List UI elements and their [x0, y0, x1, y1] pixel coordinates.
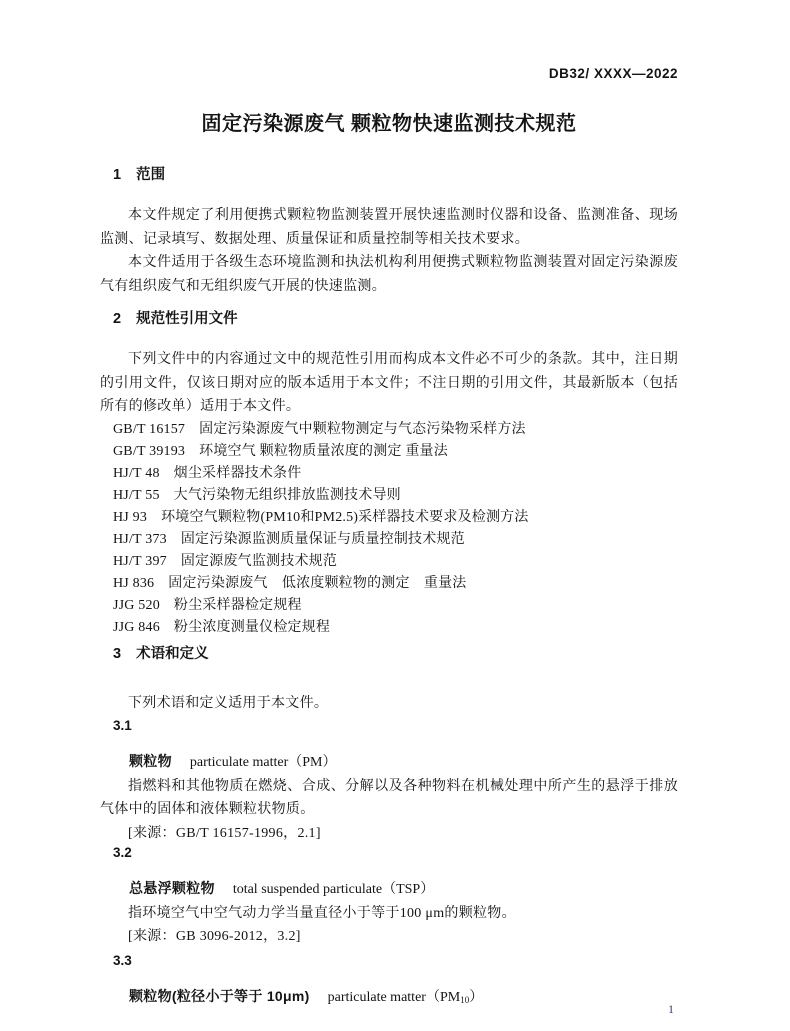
- doc-title: 固定污染源废气 颗粒物快速监测技术规范: [201, 113, 577, 135]
- section-3-heading: [100, 646, 678, 663]
- reference-item: [100, 419, 678, 441]
- term-name-en: [328, 990, 484, 1005]
- reference-item: [100, 485, 678, 507]
- section-1-number: 1: [113, 167, 122, 183]
- term-number: 3.1: [113, 718, 132, 733]
- term-entry: [100, 877, 678, 902]
- section-2-title: 规范性引用文件: [136, 311, 238, 327]
- reference-title: 固定源废气监测技术规范: [180, 553, 338, 569]
- term-name-cn: 颗粒物: [129, 753, 172, 769]
- term-entry: [100, 750, 678, 775]
- reference-code: JJG 846: [113, 619, 160, 635]
- term-name-cn: 颗粒物(粒径小于等于 10μm): [129, 987, 310, 1004]
- section-2-heading: [100, 311, 678, 328]
- references-intro: 下列文件中的内容通过文中的规范性引用而构成本文件必不可少的条款。其中，注日期的引用文件，仅该日期对应的版本适用于本文件；不注日期的引用文件，其最新版本（包括所有的修改单）适用于本文件。: [100, 352, 678, 414]
- reference-title: 固定污染源监测质量保证与质量控制技术规范: [180, 531, 465, 547]
- section-3-title: 术语和定义: [136, 645, 209, 662]
- reference-title: 粉尘浓度测量仪检定规程: [173, 619, 331, 635]
- reference-item: [100, 551, 678, 573]
- reference-item: [100, 617, 678, 639]
- reference-code: GB/T 39193: [113, 443, 186, 459]
- reference-title: 固定污染源废气 低浓度颗粒物的测定 重量法: [168, 575, 467, 591]
- reference-code: HJ 93: [113, 509, 148, 525]
- term-entry: [100, 985, 678, 1013]
- term-en-prefix: particulate matter（PM: [327, 989, 461, 1005]
- term-name-en: particulate matter（PM）: [189, 755, 337, 770]
- reference-title: 烟尘采样器技术条件: [173, 465, 302, 481]
- scope-paragraph-1: 本文件规定了利用便携式颗粒物监测装置开展快速监测时仪器和设备、监测准备、现场监测、记录填写、数据处理、质量保证和质量控制等相关技术要求。: [100, 208, 678, 247]
- term-source: [来源：GB/T 16157-1996，2.1]: [128, 825, 321, 841]
- doc-code: DB32/ XXXX—2022: [548, 66, 678, 81]
- reference-code: HJ/T 397: [113, 553, 167, 569]
- section-2-number: 2: [113, 311, 122, 327]
- section-3-number: 3: [113, 645, 122, 662]
- reference-code: HJ/T 48: [113, 465, 160, 481]
- reference-code: HJ/T 373: [113, 531, 167, 547]
- reference-item: [100, 441, 678, 463]
- term-source: [来源：GB 3096-2012，3.2]: [128, 929, 301, 944]
- term-name-en: total suspended particulate（TSP）: [232, 882, 435, 897]
- reference-title: 粉尘采样器检定规程: [173, 597, 302, 613]
- reference-list: [100, 419, 678, 639]
- term-definition: 指燃料和其他物质在燃烧、合成、分解以及各种物料在机械处理中所产生的悬浮于排放气体中的固体和液体颗粒状物质。: [100, 778, 678, 817]
- reference-code: GB/T 16157: [113, 421, 186, 437]
- reference-code: JJG 520: [113, 597, 160, 613]
- reference-item: [100, 595, 678, 617]
- reference-code: HJ 836: [113, 575, 155, 591]
- term-name-cn: 总悬浮颗粒物: [129, 880, 215, 896]
- terms-intro: 下列术语和定义适用于本文件。: [128, 695, 329, 711]
- reference-code: HJ/T 55: [113, 487, 160, 503]
- reference-title: 大气污染物无组织排放监测技术导则: [173, 487, 401, 503]
- reference-item: [100, 507, 678, 529]
- reference-item: [100, 573, 678, 595]
- term-number: 3.2: [113, 845, 132, 860]
- reference-title: 环境空气 颗粒物质量浓度的测定 重量法: [199, 443, 448, 459]
- reference-title: 环境空气颗粒物(PM10和PM2.5)采样器技术要求及检测方法: [161, 509, 529, 525]
- term-definition: 指环境空气中空气动力学当量直径小于等于100 μm的颗粒物。: [128, 905, 516, 921]
- reference-item: [100, 529, 678, 551]
- term-en-suffix: ）: [469, 989, 484, 1005]
- section-1-heading: [100, 167, 678, 184]
- page-number: 1: [668, 1002, 674, 1016]
- doc-header: [100, 66, 678, 81]
- term-en-subscript: 10: [460, 994, 470, 1005]
- term-number: 3.3: [113, 952, 132, 968]
- reference-item: [100, 463, 678, 485]
- section-1-title: 范围: [136, 167, 166, 183]
- reference-title: 固定污染源废气中颗粒物测定与气态污染物采样方法: [199, 421, 526, 437]
- scope-paragraph-2: 本文件适用于各级生态环境监测和执法机构利用便携式颗粒物监测装置对固定污染源废气有组织废气和无组织废气开展的快速监测。: [100, 255, 678, 294]
